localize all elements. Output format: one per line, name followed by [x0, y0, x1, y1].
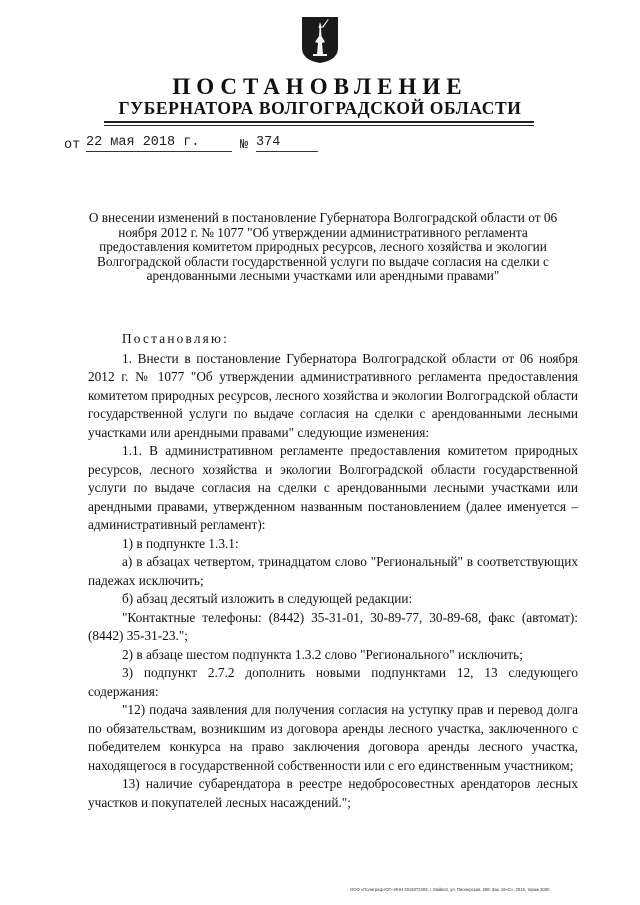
- resolve-heading: Постановляю:: [122, 331, 230, 346]
- paragraph: 1. Внести в постановление Губернатора Волгоградской области от 06 ноября 2012 г. № 1077 "Об утверждении административного регламента предоставления комитетом природных ресурсов, лесного хозяйства и экологии Волгоградской области государственной услуги по выдаче согласия на сделки с арендованными лесными участками или арендными правами" следующие изменения:: [88, 350, 578, 440]
- paragraph: 1.1. В административном регламенте предоставления комитетом природных ресурсов, лесного хозяйства и экологии Волгоградской области государственной услуги по выдаче согласия на сделки с арендованными лесными участками или арендными правами, утвержденном названным постановлением (далее именуется – административный регламент):: [88, 443, 578, 532]
- paragraph: 3) подпункт 2.7.2 дополнить новыми подпунктами 12, 13 следующего содержания:: [88, 665, 578, 699]
- document-subject: О внесении изменений в постановление Губернатора Волгоградской области от 06 ноября 2012 г. № 1077 "Об утверждении административного регламента предоставления комитетом природных ресурсов, лесного хозяйства и экологии Волгоградской области государственной услуги по выдаче согласия на сделки с арендованными лесными участками или арендными правами": [88, 210, 558, 283]
- document-date: 22 мая 2018 г.: [86, 135, 232, 152]
- printer-imprint: ООО «Полиграф-ЮГ» ИНН 3015072309, г. Майкоп, ул. Пионерская, 268. Зак. 19«С», 2015, тираж 3000: [350, 887, 550, 892]
- paragraph: "Контактные телефоны: (8442) 35-31-01, 30-89-77, 30-89-68, факс (автомат): (8442) 35-31-23.";: [88, 609, 578, 643]
- document-body: [88, 330, 578, 812]
- document-number: 374: [256, 135, 318, 152]
- document-title: ПОСТАНОВЛЕНИЕ: [172, 74, 468, 99]
- date-label: от: [64, 138, 81, 153]
- header-rule-thick: [104, 121, 534, 123]
- header-rule-thin: [104, 125, 534, 126]
- document-issuer: ГУБЕРНАТОРА ВОЛГОГРАДСКОЙ ОБЛАСТИ: [118, 98, 522, 118]
- coat-of-arms-emblem: [301, 16, 339, 64]
- paragraph: "12) подача заявления для получения согласия на уступку прав и перевод долга по обязательствам, возникшим из договора аренды лесного участка, заключенного с победителем конкурса на право заключения договора аренды лесного участка, находящегося в государственной собственности или с его единственным участником;: [88, 702, 578, 773]
- paragraph: б) абзац десятый изложить в следующей редакции:: [122, 591, 413, 606]
- paragraph: 1) в подпункте 1.3.1:: [122, 535, 239, 551]
- paragraph: 13) наличие субарендатора в реестре недобросовестных арендаторов лесных участков и покупателей лесных насаждений.";: [88, 776, 578, 810]
- paragraph: а) в абзацах четвертом, тринадцатом слово "Региональный" в соответствующих падежах исключить;: [88, 554, 578, 588]
- number-label: №: [240, 138, 249, 153]
- paragraph: 2) в абзаце шестом подпункта 1.3.2 слово "Регионального" исключить;: [122, 646, 523, 662]
